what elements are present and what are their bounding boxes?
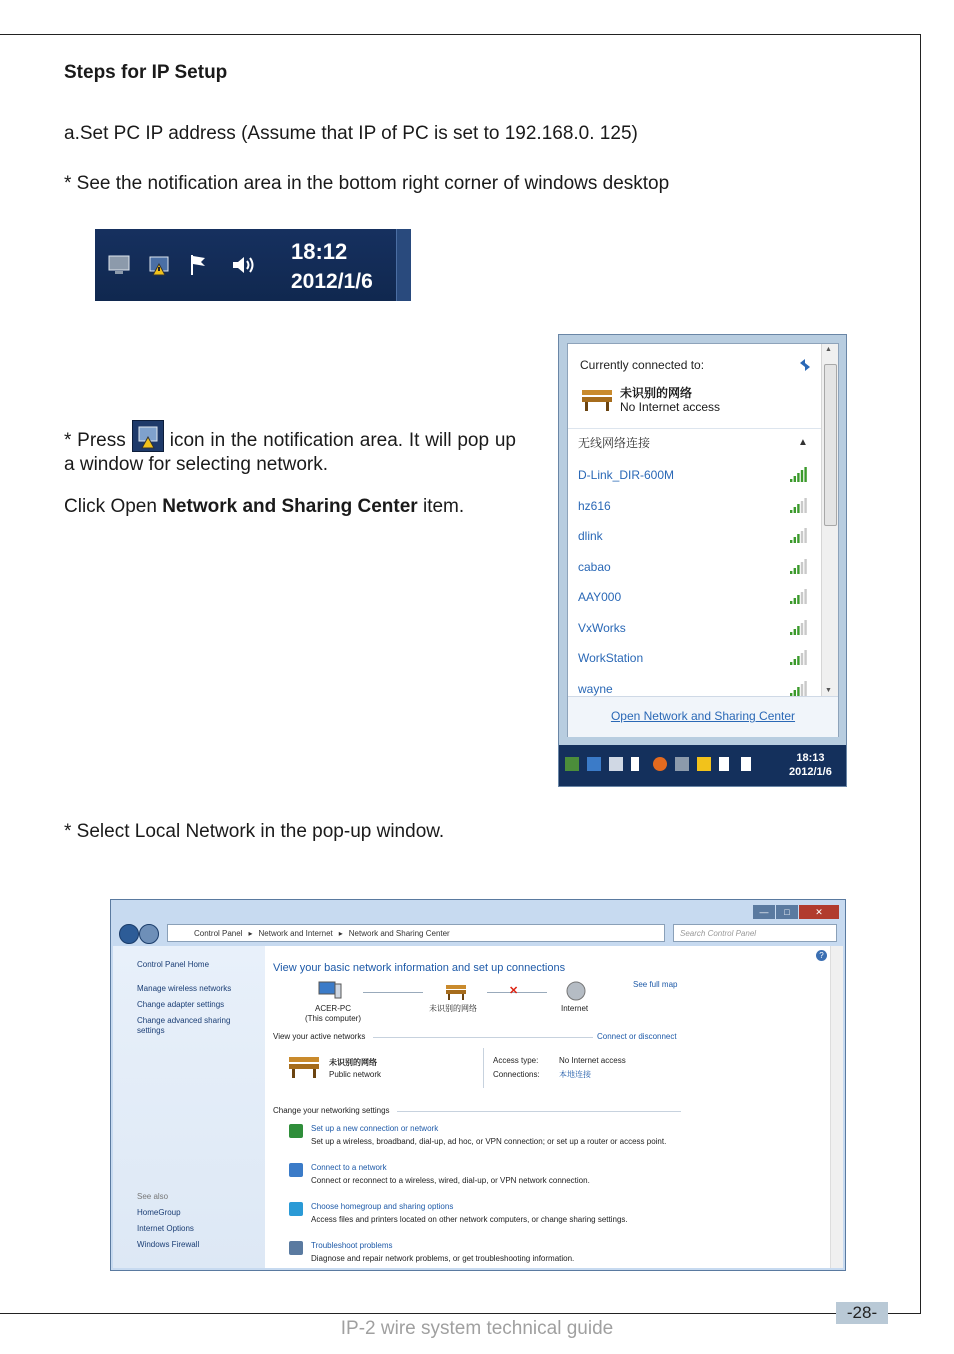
signal-strength-icon: [788, 558, 808, 574]
page-number: -28-: [836, 1302, 888, 1324]
signal-strength-icon: [788, 680, 808, 696]
close-button[interactable]: ✕: [799, 905, 839, 919]
network-tray-icon: [132, 420, 164, 452]
click-instruction: [64, 495, 464, 519]
sidebar: [113, 946, 265, 1268]
taskbar-time: 18:12: [291, 239, 348, 264]
change-settings-label: Change your networking settings: [273, 1106, 390, 1115]
connections-label: Connections:: [493, 1070, 540, 1079]
task-description: Connect or reconnect to a wireless, wired, dial-up, or VPN network connection.: [311, 1176, 590, 1185]
press-after: icon in the notification area. It will pop up a window for selecting network.: [64, 430, 516, 475]
wireless-group-header[interactable]: 无线网络连接 ▲: [568, 428, 830, 457]
wifi-network-item[interactable]: AAY000: [578, 590, 622, 604]
task-description: Set up a wireless, broadband, dial-up, ad hoc, or VPN connection; or set up a router or access point.: [311, 1137, 667, 1146]
active-network-type[interactable]: Public network: [329, 1070, 382, 1079]
click-prefix: Click Open: [64, 496, 157, 517]
click-suffix: item.: [422, 496, 465, 517]
wifi-network-item[interactable]: VxWorks: [578, 620, 626, 635]
breadcrumb-item[interactable]: Network and Internet: [258, 929, 333, 938]
press-instruction: [64, 420, 516, 477]
wifi-network-item[interactable]: hz616: [578, 498, 611, 513]
task-icon: [289, 1163, 303, 1177]
collapse-chevron-icon[interactable]: ▲: [798, 437, 808, 448]
minimize-button[interactable]: —: [753, 905, 775, 919]
task-link[interactable]: Troubleshoot problems: [311, 1241, 393, 1250]
monitor-icon: [675, 757, 689, 771]
signal-strength-icon: [788, 619, 808, 635]
back-button[interactable]: [119, 924, 139, 944]
help-icon[interactable]: ?: [816, 950, 827, 961]
divider: [397, 1111, 681, 1112]
search-input[interactable]: Search Control Panel: [673, 924, 837, 942]
click-bold: Network and Sharing Center: [162, 496, 418, 517]
bench-icon: [580, 384, 614, 412]
refresh-icon[interactable]: [798, 358, 812, 372]
app-icon: [587, 757, 601, 771]
app-icon: [653, 757, 667, 771]
taskbar-date: 2012/1/6: [291, 270, 373, 293]
wifi-network-item[interactable]: WorkStation: [578, 651, 644, 665]
access-type-value: No Internet access: [559, 1056, 626, 1065]
breadcrumb-chevron-icon[interactable]: ▸: [248, 929, 253, 938]
task-description: Access files and printers located on other network computers, or change sharing settings.: [311, 1215, 628, 1224]
see-also-link[interactable]: HomeGroup: [137, 1208, 181, 1217]
network-warning-icon: [147, 253, 171, 277]
breadcrumb-chevron-icon[interactable]: ▸: [338, 929, 343, 938]
speaker-icon: [231, 253, 255, 277]
task-link[interactable]: Set up a new connection or network: [311, 1124, 439, 1133]
signal-strength-icon: [788, 497, 808, 513]
monitor-icon: [107, 253, 131, 277]
popup-scrollbar[interactable]: [821, 344, 838, 696]
window-controls: [752, 902, 839, 916]
bench-icon: [287, 1052, 321, 1078]
forward-button[interactable]: [139, 924, 159, 944]
computer-name: ACER-PC: [314, 1004, 351, 1013]
sidebar-link[interactable]: Manage wireless networks: [137, 984, 232, 993]
signal-strength-icon: [788, 588, 808, 604]
address-bar[interactable]: [167, 924, 665, 942]
task-icon: [289, 1124, 303, 1138]
app-icon: [565, 757, 579, 771]
main-content: [273, 946, 833, 1268]
signal-strength-icon: [788, 649, 808, 665]
taskbar-screenshot: [95, 229, 411, 301]
disconnected-x-icon: ✕: [509, 985, 519, 997]
wifi-network-item[interactable]: D-Link_DIR-600M: [578, 468, 675, 482]
open-sharing-center-link[interactable]: Open Network and Sharing Center: [568, 696, 838, 737]
task-description: Diagnose and repair network problems, or get troubleshooting information.: [311, 1254, 575, 1263]
wifi-network-item[interactable]: dlink: [578, 529, 603, 543]
see-also-label: See also: [137, 1192, 169, 1201]
show-desktop-button: [396, 229, 411, 301]
app-icon: [609, 757, 623, 771]
page-title: View your basic network information and set up connections: [273, 962, 566, 974]
globe-icon: [565, 980, 587, 1002]
see-also-link[interactable]: Windows Firewall: [137, 1240, 200, 1249]
computer-icon: [317, 980, 343, 1000]
sidebar-home-link[interactable]: Control Panel Home: [137, 960, 210, 969]
flag-icon: [719, 757, 729, 771]
maximize-button[interactable]: □: [776, 905, 798, 919]
popup-taskbar: [559, 745, 846, 786]
scroll-down-icon[interactable]: ▼: [825, 687, 832, 694]
action-center-flag-icon: [187, 253, 211, 277]
section-heading: Steps for IP Setup: [64, 62, 228, 83]
window-scrollbar[interactable]: [830, 946, 843, 1268]
step-a-text: a.Set PC IP address (Assume that IP of PC is set to 192.168.0. 125): [64, 123, 638, 144]
local-connection-link[interactable]: 本地连接: [559, 1070, 591, 1079]
window-body: [113, 946, 843, 1268]
computer-sub: (This computer): [304, 1014, 361, 1023]
breadcrumb-item[interactable]: Network and Sharing Center: [348, 929, 450, 938]
wifi-popup-screenshot: [558, 334, 847, 787]
access-type-label: Access type:: [493, 1056, 539, 1065]
current-network-status: No Internet access: [620, 400, 721, 414]
map-network-name: 未识别的网络: [429, 1004, 477, 1013]
task-link[interactable]: Choose homegroup and sharing options: [311, 1202, 454, 1211]
popup-panel: [567, 343, 839, 737]
network-warning-icon: [697, 757, 711, 771]
map-line: [363, 992, 423, 993]
signal-strength-icon: [788, 466, 808, 482]
current-network-name: 未识别的网络: [620, 386, 693, 400]
active-network-name: 未识别的网络: [329, 1058, 377, 1067]
notification-note: * See the notification area in the bottom right corner of windows desktop: [64, 173, 670, 194]
task-icon: [289, 1202, 303, 1216]
divider: [373, 1037, 593, 1038]
map-internet: Internet: [561, 1004, 589, 1013]
speaker-icon: [741, 757, 751, 771]
usb-icon: [631, 757, 639, 771]
signal-strength-icon: [788, 527, 808, 543]
sidebar-link[interactable]: Change adapter settings: [137, 1000, 225, 1009]
bench-icon: [445, 982, 467, 1000]
press-label: * Press: [64, 430, 126, 451]
scrollbar-thumb[interactable]: [824, 364, 837, 526]
footer-title: IP-2 wire system technical guide: [340, 1318, 614, 1339]
control-panel-window: [110, 899, 846, 1271]
task-link[interactable]: Connect to a network: [311, 1163, 387, 1172]
connect-disconnect-link[interactable]: Connect or disconnect: [597, 1032, 677, 1041]
see-full-map-link[interactable]: See full map: [633, 980, 678, 989]
popup-clock: 18:13 2012/1/6: [789, 752, 832, 778]
connected-label: Currently connected to:: [580, 358, 705, 372]
divider: [483, 1048, 484, 1088]
see-also-link[interactable]: Internet Options: [137, 1224, 194, 1233]
sidebar-link[interactable]: Change advanced sharing settings: [137, 1016, 231, 1035]
active-networks-label: View your active networks: [273, 1032, 366, 1041]
breadcrumb-item[interactable]: Control Panel: [194, 929, 243, 938]
wifi-network-item[interactable]: wayne: [578, 681, 613, 696]
select-note: * Select Local Network in the pop-up window.: [64, 821, 445, 842]
task-icon: [289, 1241, 303, 1255]
scroll-up-icon[interactable]: ▲: [825, 346, 832, 353]
wifi-network-item[interactable]: cabao: [578, 559, 611, 574]
